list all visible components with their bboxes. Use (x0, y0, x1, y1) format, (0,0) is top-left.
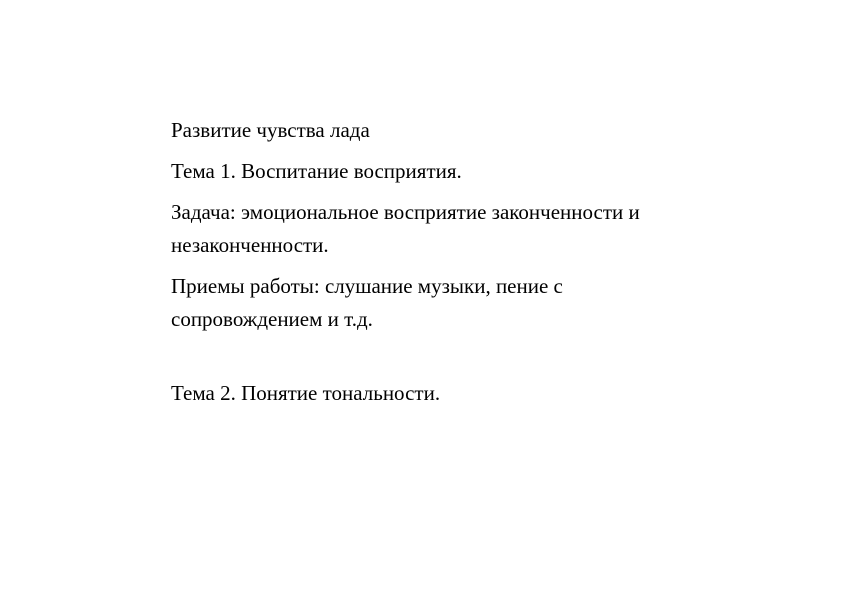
task-paragraph (171, 196, 731, 262)
methods-line-1: Приемы работы: слушание музыки, пение с (171, 274, 563, 298)
document-body (171, 114, 731, 418)
topic-1-title: Тема 1. Воспитание восприятия. (171, 159, 462, 183)
task-line-2: незаконченности. (171, 233, 329, 257)
methods-line-2: сопровождением и т.д. (171, 307, 373, 331)
methods-paragraph (171, 270, 731, 336)
topic-2-title: Тема 2. Понятие тональности. (171, 381, 441, 405)
task-line-1: Задача: эмоциональное восприятие законченности и (171, 200, 640, 224)
blank-spacer (171, 344, 731, 377)
section-heading: Развитие чувства лада (171, 118, 370, 142)
